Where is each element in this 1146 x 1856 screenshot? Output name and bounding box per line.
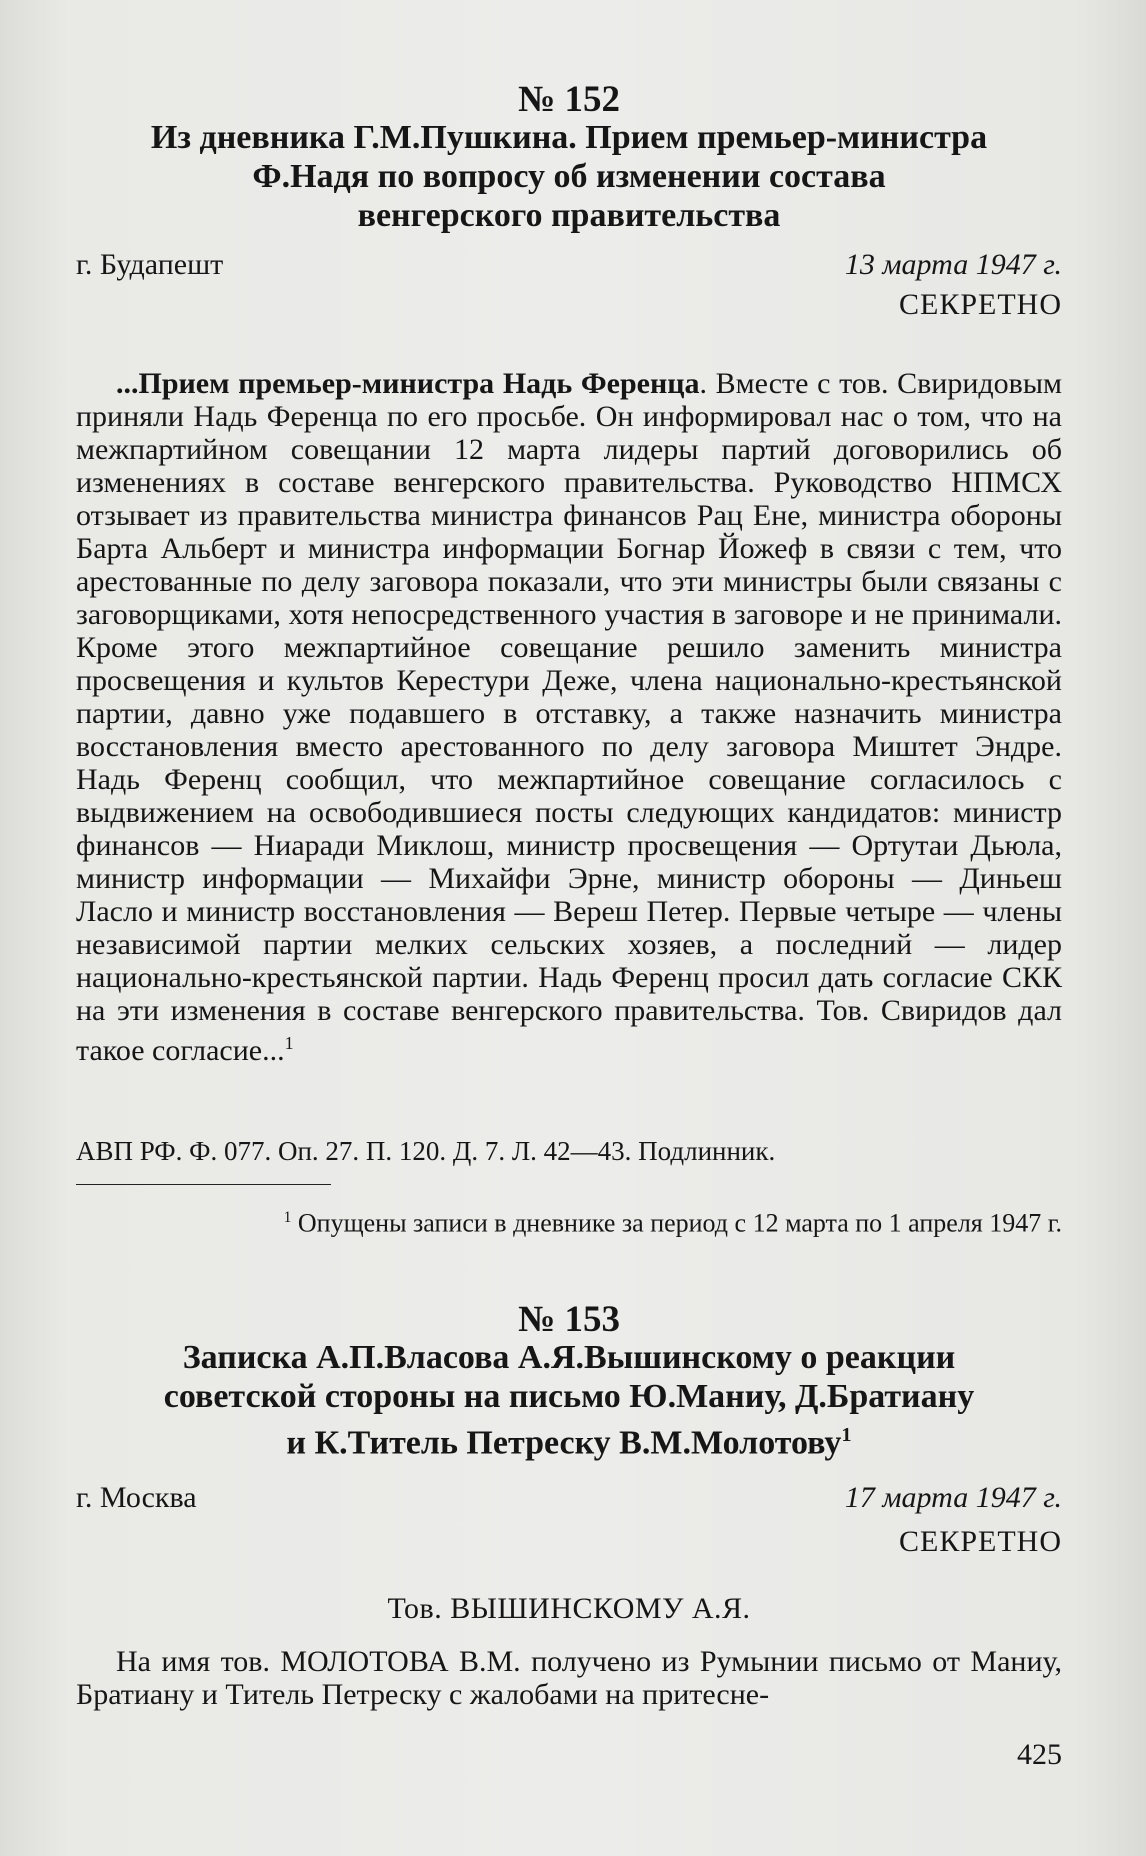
doc-152-title-line-3: венгерского правительства — [357, 197, 781, 234]
doc-153-title-line-3-text: и К.Титель Петреску В.М.Молотову — [286, 1424, 842, 1462]
doc-152-date: 13 марта 1947 г. — [844, 248, 1062, 281]
footnote-text: Опущены записи в дневнике за период с 12 марта по 1 апреля 1947 г. — [297, 1208, 1062, 1238]
doc-152-secret-stamp: СЕКРЕТНО — [898, 288, 1062, 321]
doc-152-footnote — [76, 1202, 1062, 1240]
doc-153-addressee: Тов. ВЫШИНСКОМУ А.Я. — [387, 1592, 751, 1625]
doc-152-title-line-1: Из дневника Г.М.Пушкина. Прием премьер-министра — [150, 119, 988, 156]
doc-152-lead: ...Прием премьер-министра Надь Ференца — [116, 367, 700, 400]
doc-152-title-line-2: Ф.Надя по вопросу об изменении состава — [252, 158, 886, 195]
page-number: 425 — [1017, 1738, 1062, 1771]
doc-152-body — [76, 367, 1062, 1067]
doc-153-title — [76, 1338, 1062, 1462]
doc-152-footnote-mark: 1 — [284, 1033, 294, 1053]
doc-153-title-line-1: Записка А.П.Власова А.Я.Вышинскому о реакции — [182, 1339, 956, 1376]
doc-152-number: № 152 — [518, 79, 620, 120]
doc-153-number: № 153 — [518, 1299, 620, 1340]
doc-153-secret-stamp: СЕКРЕТНО — [898, 1525, 1062, 1558]
footnote-rule — [76, 1184, 331, 1185]
doc-153-body: На имя тов. МОЛОТОВА В.М. получено из Румынии письмо от Маниу, Братиану и Титель Петреску с жалобами на притесне- — [76, 1645, 1062, 1711]
doc-152-place: г. Будапешт — [76, 248, 224, 281]
doc-153-date: 17 марта 1947 г. — [844, 1481, 1062, 1514]
doc-152-body-text: . Вместе с тов. Свиридовым приняли Надь Ференца по его просьбе. Он информировал нас о том, что на межпартийном совещании 12 марта лидеры партий договорились об изменениях в составе венгерского правительства. Руководство НПМСХ отзывает из правительства министра финансов Рац Ене, министра обороны Барта Альберт и министра информации Богнар Йожеф в связи с тем, что арестованные по делу заговора показали, что эти министры были связаны с заговорщиками, хотя непосредственного участия в заговоре и не принимали. Кроме этого межпартийное совещание решило заменить министра просвещения и культов Керестури Деже, члена национально-крестьянской партии, давно уже подавшего в отставку, а также назначить министра восстановления вместо арестованного по делу заговора Миштет Эндре. Надь Ференц сообщил, что межпартийное совещание согласилось с выдвижением на освободившиеся посты следующих кандидатов: министр финансов — Ниаради Миклош, министр просвещения — Ортутаи Дьюла, министр информации — Михайфи Эрне, министр обороны — Диньеш Ласло и министр восстановления — Вереш Петер. Первые четыре — члены независимой партии мелких сельских хозяев, а последний — лидер национально-крестьянской партии. Надь Ференц просил дать согласие СКК на эти изменения в составе венгерского правительства. Тов. Свиридов дал такое согласие... — [76, 367, 1062, 1067]
doc-153-title-line-3 — [76, 1416, 1062, 1462]
doc-153-title-line-2: советской стороны на письмо Ю.Маниу, Д.Братиану — [163, 1378, 975, 1415]
doc-152-title — [76, 118, 1062, 235]
doc-152-source: АВП РФ. Ф. 077. Оп. 27. П. 120. Д. 7. Л. 42—43. Подлинник. — [76, 1136, 776, 1166]
doc-153-title-mark: 1 — [841, 1424, 852, 1446]
footnote-number: 1 — [283, 1209, 292, 1226]
doc-153-place: г. Москва — [76, 1481, 197, 1514]
